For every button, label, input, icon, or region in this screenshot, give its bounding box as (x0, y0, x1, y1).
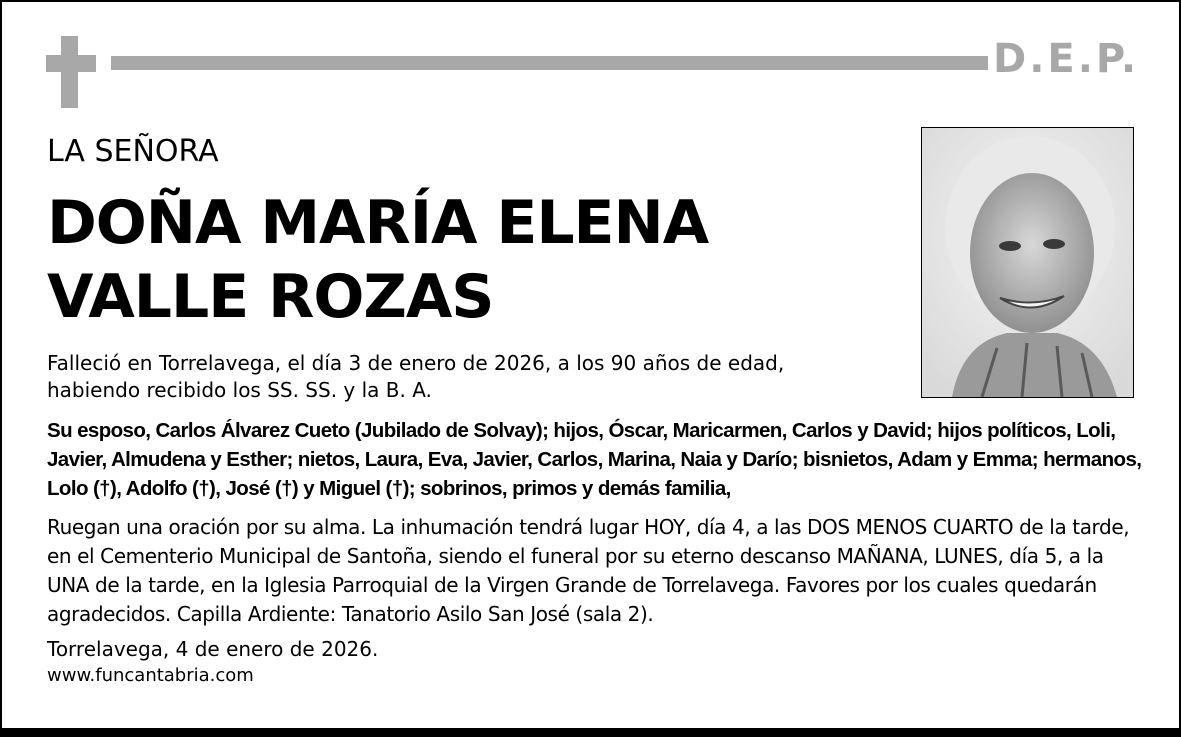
deceased-name (47, 186, 708, 334)
portrait-image (922, 128, 1133, 397)
header-rule (111, 56, 988, 70)
cross-vertical-bar (61, 36, 78, 108)
website-text: www.funcantabria.com (47, 665, 254, 686)
dep-heading: D.E.P. (993, 36, 1140, 82)
deceased-name-line1: DOÑA MARÍA ELENA (47, 188, 709, 258)
family-list: Su esposo, Carlos Álvarez Cueto (Jubilado de Solvay); hijos, Óscar, Maricarmen, Carlos y David; hijos políticos, Loli, Javier, Almudena y Esther; nietos, Laura, Eva, Javier, Carlos, Marina, Naia y Darío; bisnietos, Adam y Emma; hermanos, Lolo (†), Adolfo (†), José (†) y Miguel (†); sobrinos, primos y demás familia, (47, 419, 1142, 500)
death-details-line1: Falleció en Torrelavega, el día 3 de enero de 2026, a los 90 años de edad, (47, 351, 785, 375)
service-details: Ruegan una oración por su alma. La inhumación tendrá lugar HOY, día 4, a las DOS MENOS CUARTO de la tarde, en el Cementerio Municipal de Santoña, siendo el funeral por su eterno descanso MAÑANA, LUNES, día 5, a la UNA de la tarde, en la Iglesia Parroquial de la Virgen Grande de Torrelavega. Favores por los cuales quedarán agradecidos. Capilla Ardiente: Tanatorio Asilo San José (sala 2). (47, 515, 1130, 626)
honorific-prefix: LA SEÑORA (47, 134, 219, 169)
deceased-name-line2: VALLE ROZAS (47, 262, 494, 332)
death-details (47, 350, 907, 404)
portrait-photo (921, 127, 1134, 398)
death-details-line2: habiendo recibido los SS. SS. y la B. A. (47, 378, 432, 402)
place-date: Torrelavega, 4 de enero de 2026. (47, 637, 379, 661)
cross-horizontal-bar (46, 55, 96, 72)
